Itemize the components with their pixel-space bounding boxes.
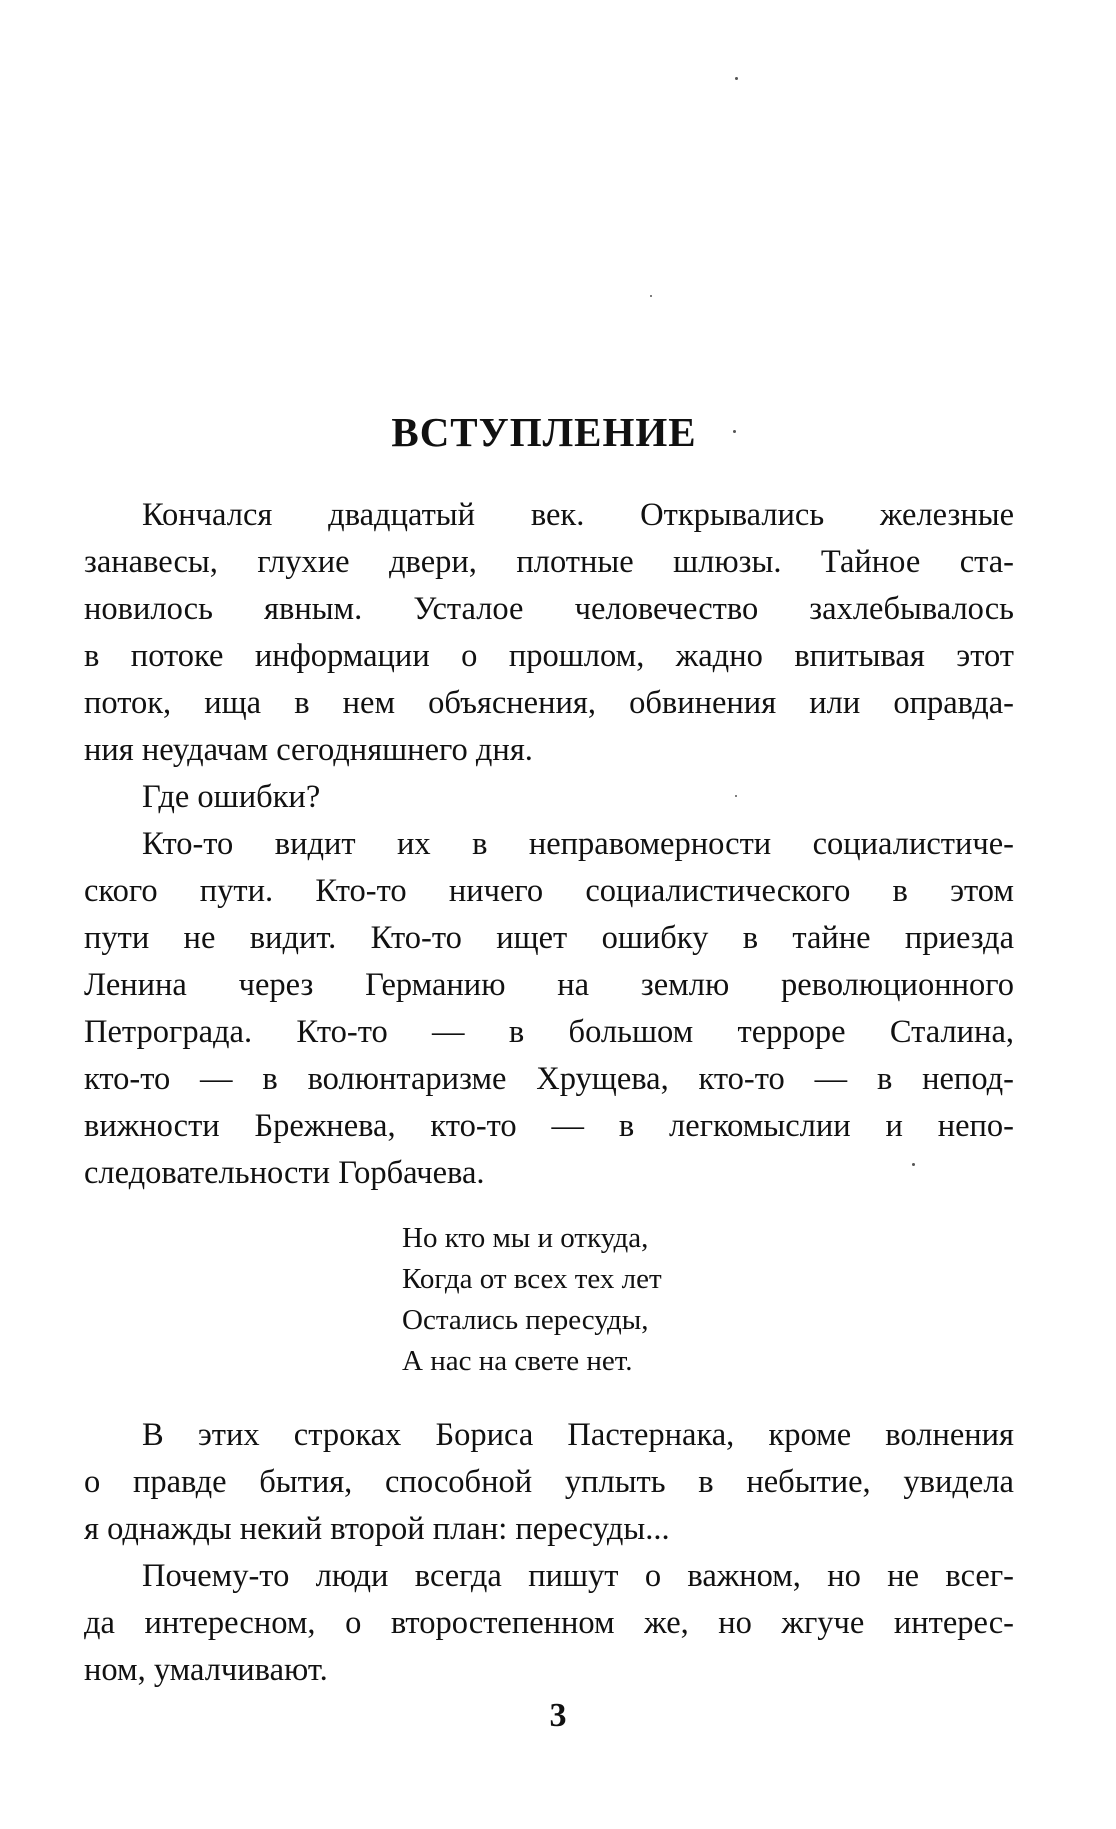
text-line: Ленина через Германию на землю революционного [84,967,1014,1003]
text-line: Кто-то видит их в неправомерности социалистиче- [142,826,1014,862]
text-line: следовательности Горбачева. [84,1155,485,1191]
text-line: о правде бытия, способной уплыть в небытие, увидела [84,1464,1014,1500]
text-line: кто-то — в волюнтаризме Хрущева, кто-то — в непод- [84,1061,1014,1097]
text-line: поток, ища в нем объяснения, обвинения или оправда- [84,685,1014,721]
text-line: я однажды некий второй план: пересуды... [84,1511,670,1547]
text-line: ского пути. Кто-то ничего социалистического в этом [84,873,1014,909]
text-line: Петрограда. Кто-то — в большом терроре Сталина, [84,1014,1014,1050]
intro-text-lower [84,1412,1014,1694]
poem-line: Когда от всех тех лет [402,1263,662,1295]
text-line: да интересном, о второстепенном же, но жгуче интерес- [84,1605,1014,1641]
poem-line: А нас на свете нет. [402,1345,633,1377]
poem-line: Остались пересуды, [402,1304,649,1336]
text-line: новилось явным. Усталое человечество захлебывалось [84,591,1014,627]
poem-quote [402,1218,662,1382]
text-line: ном, умалчивают. [84,1652,328,1688]
text-line: вижности Брежнева, кто-то — в легкомыслии и непо- [84,1108,1014,1144]
text-line: Почему-то люди всегда пишут о важном, но не всег- [142,1558,1014,1594]
text-line: В этих строках Бориса Пастернака, кроме волнения [142,1417,1014,1453]
chapter-title: ВСТУПЛЕНИЕ [391,409,697,455]
text-line: пути не видит. Кто-то ищет ошибку в тайне приезда [84,920,1014,956]
text-line: Кончался двадцатый век. Открывались железные [142,497,1014,533]
scan-speck [735,77,738,80]
poem-line: Но кто мы и откуда, [402,1222,649,1254]
question-line: Где ошибки? [142,779,321,815]
intro-text-upper [84,492,1014,1197]
text-line: в потоке информации о прошлом, жадно впитывая этот [84,638,1014,674]
page-number: 3 [549,1697,567,1734]
scan-speck [650,295,652,297]
text-line: занавесы, глухие двери, плотные шлюзы. Тайное ста- [84,544,1014,580]
text-line: ния неудачам сегодняшнего дня. [84,732,533,768]
